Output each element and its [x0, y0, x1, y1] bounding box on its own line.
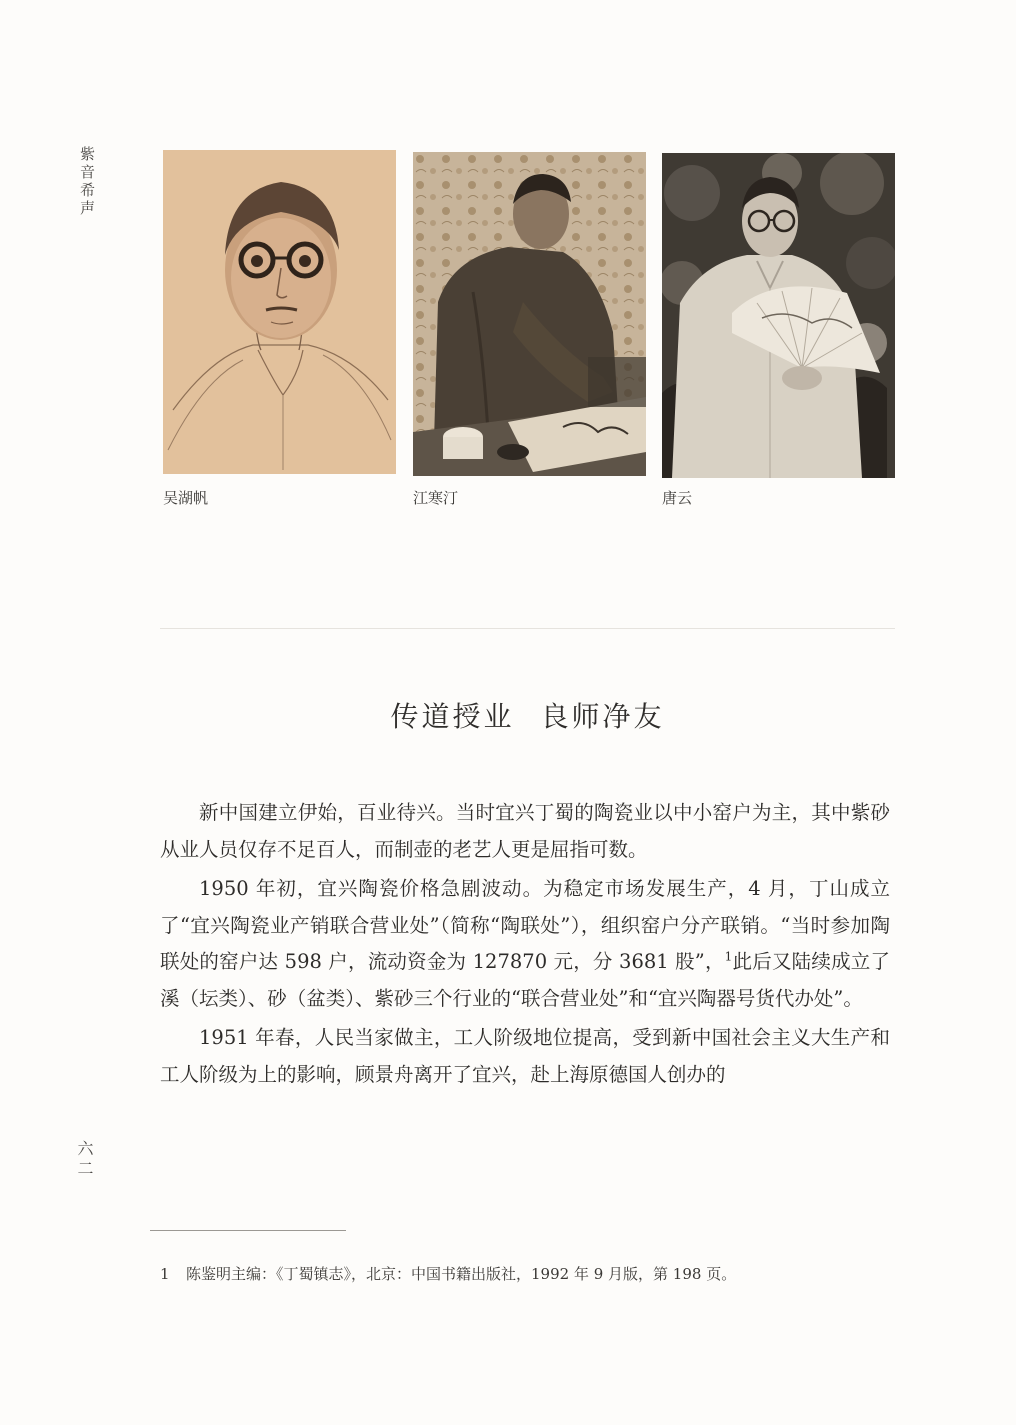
footnote-divider	[150, 1230, 346, 1231]
body-text	[160, 795, 890, 1096]
caption-photo-2: 江寒汀	[413, 489, 459, 507]
footnote-number: 1	[160, 1265, 170, 1283]
footnote-text: 陈鉴明主编：《丁蜀镇志》，北京：中国书籍出版社，1992 年 9 月版，第 198 页。	[186, 1265, 737, 1283]
paragraph-3: 1951 年春，人民当家做主，工人阶级地位提高，受到新中国社会主义大生产和工人阶级为上的影响，顾景舟离开了宜兴，赴上海原德国人创办的	[160, 1026, 890, 1086]
page-number: 六二	[75, 1140, 94, 1180]
section-title-part1: 传道授业	[390, 700, 515, 733]
footnote	[160, 1263, 736, 1284]
section-title-part2: 良师净友	[540, 700, 665, 733]
man-with-fan-photo	[662, 153, 895, 478]
section-title	[160, 695, 895, 735]
caption-photo-3: 唐云	[662, 489, 693, 507]
running-head: 紫音希声	[78, 146, 96, 218]
footnote-reference[interactable]: 1	[724, 949, 733, 964]
paragraph-2: 1950 年初，宜兴陶瓷价格急剧波动。为稳定市场发展生产，4 月，丁山成立了“宜兴陶瓷业产销联合营业处”（简称“陶联处”），组织窑户分产联销。“当时参加陶联处的窑户达 598 户，流动资金为 127870 元，分 3681 股”，$^1$此后又陆续成立了溪（坛类）、砂（盆类）、紫砂三个行业的“联合营业处”和“宜兴陶器号货代办处”。	[160, 877, 890, 1010]
section-divider	[160, 628, 895, 629]
paragraph-1: 新中国建立伊始，百业待兴。当时宜兴丁蜀的陶瓷业以中小窑户为主，其中紫砂从业人员仅存不足百人，而制壶的老艺人更是屈指可数。	[160, 801, 890, 861]
caption-photo-1: 吴湖帆	[163, 489, 209, 507]
portrait-sketch-photo	[163, 150, 396, 474]
painter-at-desk-photo	[413, 152, 646, 476]
